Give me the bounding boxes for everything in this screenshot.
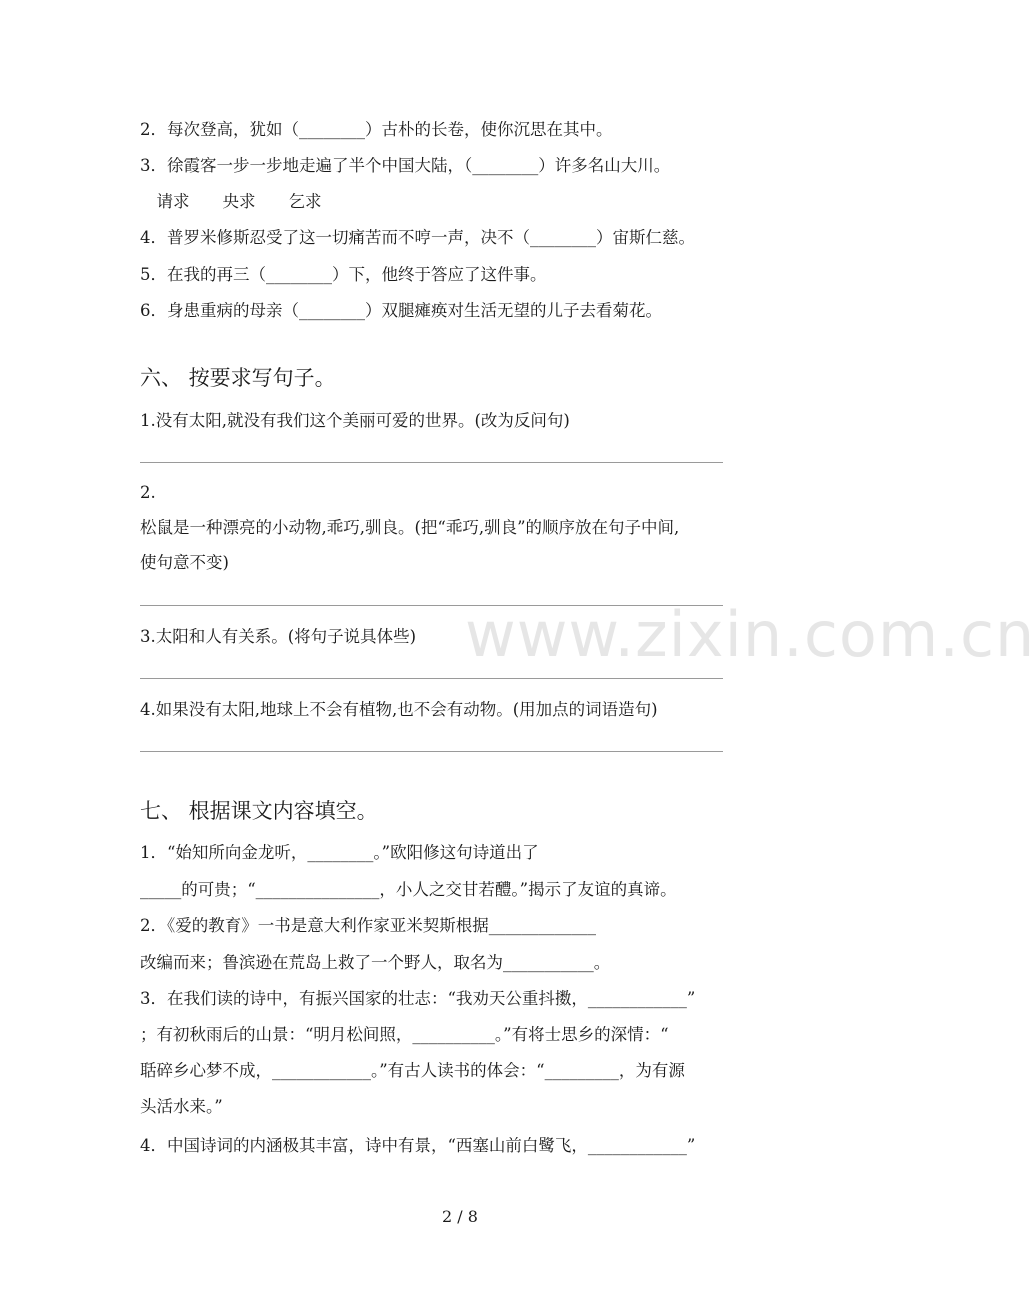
sentence-q2-text: 松鼠是一种漂亮的小动物,乖巧,驯良。(把“乖巧,驯良”的顺序放在句子中间, — [140, 518, 680, 537]
recall-line: _____的可贵；“_______________，小人之交甘若醴。”揭示了友谊的真谛。 — [140, 880, 677, 899]
answer-line-q1[interactable] — [140, 462, 723, 463]
sentence-q4: 4.如果没有太阳,地球上不会有植物,也不会有动物。(用加点的词语造句) — [140, 700, 658, 719]
answer-line-q2[interactable] — [140, 605, 723, 606]
recall-line: ；有初秋雨后的山景：“明月松间照，__________。”有将士思乡的深情：“ — [140, 1025, 669, 1044]
fill-item-3: 3．徐霞客一步一步地走遍了半个中国大陆，（________）许多名山大川。 — [140, 156, 671, 175]
fill-item-4: 4．普罗米修斯忍受了这一切痛苦而不哼一声，决不（________）宙斯仁慈。 — [140, 228, 695, 247]
sentence-q2-number: 2. — [140, 483, 156, 502]
section-7-heading: 七、 根据课文内容填空。 — [140, 799, 378, 823]
sentence-q2-text-cont: 使句意不变) — [140, 553, 229, 572]
page-number: 2 / 8 — [442, 1207, 478, 1226]
recall-line: 头活水来。” — [140, 1097, 223, 1116]
answer-line-q3[interactable] — [140, 678, 723, 679]
fill-item-6: 6．身患重病的母亲（________）双腿瘫痪对生活无望的儿子去看菊花。 — [140, 301, 662, 320]
recall-line: 2．《爱的教育》一书是意大利作家亚米契斯根据_____________ — [140, 916, 596, 935]
section-6-heading: 六、 按要求写句子。 — [140, 366, 336, 390]
word-options: 请求 央求 乞求 — [140, 192, 322, 211]
recall-line: 4．中国诗词的内涵极其丰富，诗中有景，“西塞山前白鹭飞，____________” — [140, 1136, 696, 1155]
sentence-q3: 3.太阳和人有关系。(将句子说具体些) — [140, 627, 417, 646]
recall-line: 3．在我们读的诗中，有振兴国家的壮志：“我劝天公重抖擞，____________” — [140, 989, 696, 1008]
answer-line-q4[interactable] — [140, 751, 723, 752]
recall-line: 1．“始知所向金龙听，________。”欧阳修这句诗道出了 — [140, 843, 539, 862]
recall-line: 聒碎乡心梦不成，____________。”有古人读书的体会：“_________，为有源 — [140, 1061, 685, 1080]
fill-item-5: 5．在我的再三（________）下，他终于答应了这件事。 — [140, 265, 547, 284]
fill-item-2: 2．每次登高，犹如（________）古朴的长卷，使你沉思在其中。 — [140, 120, 613, 139]
watermark: www.zixin.com.cn — [465, 598, 1035, 671]
sentence-q1: 1.没有太阳,就没有我们这个美丽可爱的世界。(改为反问句) — [140, 411, 570, 430]
recall-line: 改编而来；鲁滨逊在荒岛上救了一个野人，取名为___________。 — [140, 953, 611, 972]
